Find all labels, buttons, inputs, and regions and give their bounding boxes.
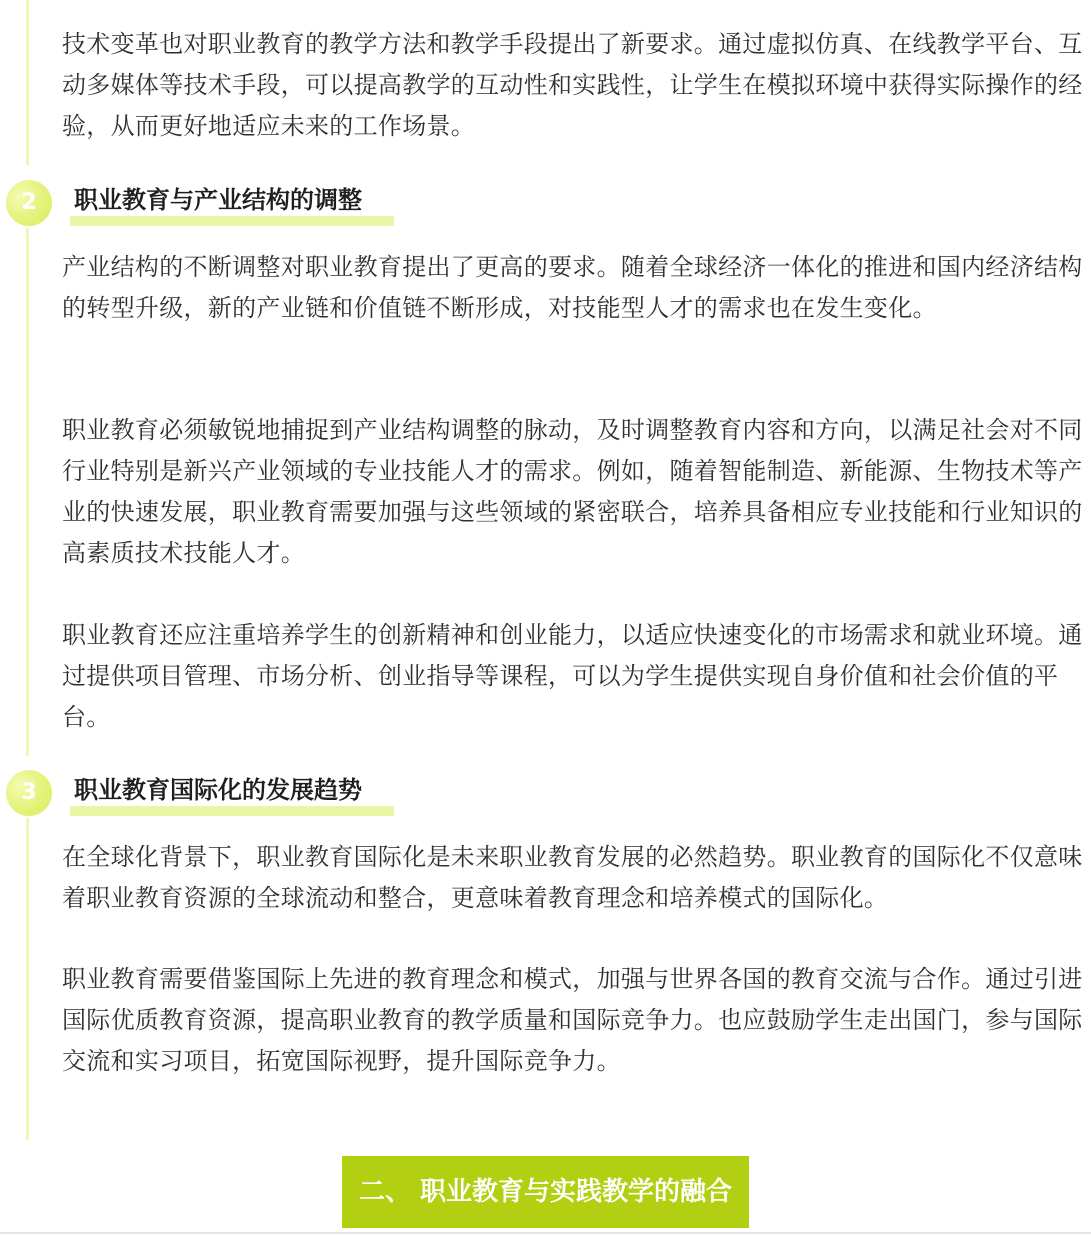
section-heading-2 — [0, 172, 600, 232]
timeline-line — [26, 228, 29, 756]
timeline-line — [26, 0, 29, 165]
intro-paragraph: 技术变革也对职业教育的教学方法和教学手段提出了新要求。通过虚拟仿真、在线教学平台、互动多媒体等技术手段，可以提高教学的互动性和实践性，让学生在模拟环境中获得实际操作的经验，从而更好地适应未来的工作场景。 — [62, 30, 1083, 140]
section-3-paragraph-2: 职业教育需要借鉴国际上先进的教育理念和模式，加强与世界各国的教育交流与合作。通过引进国际优质教育资源，提高职业教育的教学质量和国际竞争力。也应鼓励学生走出国门，参与国际交流和实习项目，拓宽国际视野，提升国际竞争力。 — [62, 965, 1083, 1075]
section-2-paragraph-1: 产业结构的不断调整对职业教育提出了更高的要求。随着全球经济一体化的推进和国内经济结构的转型升级，新的产业链和价值链不断形成，对技能型人才的需求也在发生变化。 — [62, 253, 1083, 322]
section-title: 职业教育与产业结构的调整 — [74, 186, 362, 214]
timeline-line — [26, 818, 29, 1140]
section-heading-3 — [0, 762, 600, 822]
section-number-badge: 3 — [6, 770, 52, 816]
section-number-badge: 2 — [6, 180, 52, 226]
section-title: 职业教育国际化的发展趋势 — [74, 776, 362, 804]
section-2-paragraph-2: 职业教育必须敏锐地捕捉到产业结构调整的脉动，及时调整教育内容和方向，以满足社会对不同行业特别是新兴产业领域的专业技能人才的需求。例如，随着智能制造、新能源、生物技术等产业的快速发展，职业教育需要加强与这些领域的紧密联合，培养具备相应专业技能和行业知识的高素质技术技能人才。 — [62, 416, 1083, 567]
divider — [0, 1232, 1091, 1234]
section-3-paragraph-1: 在全球化背景下，职业教育国际化是未来职业教育发展的必然趋势。职业教育的国际化不仅意味着职业教育资源的全球流动和整合，更意味着教育理念和培养模式的国际化。 — [62, 843, 1083, 912]
chapter-title-banner: 二、 职业教育与实践教学的融合 — [342, 1156, 749, 1228]
section-2-paragraph-3: 职业教育还应注重培养学生的创新精神和创业能力，以适应快速变化的市场需求和就业环境。通过提供项目管理、市场分析、创业指导等课程，可以为学生提供实现自身价值和社会价值的平台。 — [62, 621, 1083, 731]
